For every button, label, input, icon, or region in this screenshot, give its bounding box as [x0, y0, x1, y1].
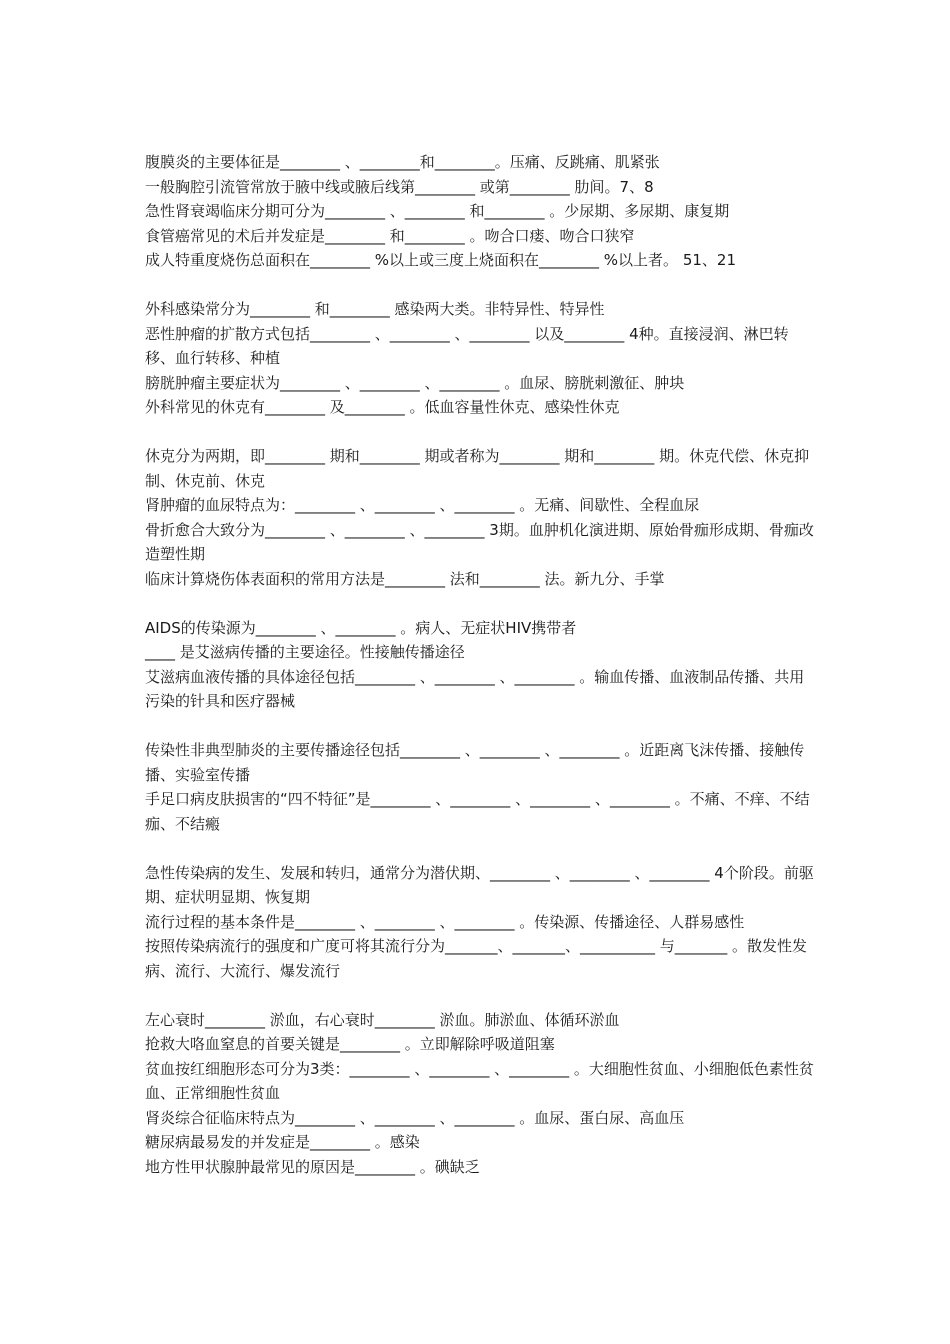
paragraph-gap [145, 273, 815, 298]
text-line: 艾滋病血液传播的具体途径包括________ 、________ 、________ 。输血传播、血液制品传播、共用污染的针具和医疗器械 [145, 667, 805, 710]
text-line: 膀胱肿瘤主要症状为________ 、________ 、________ 。血尿、膀胱刺激征、肿块 [145, 373, 685, 392]
text-line: 地方性甲状腺肿最常见的原因是________ 。碘缺乏 [145, 1157, 480, 1176]
paragraph-gap [145, 983, 815, 1008]
text-line: ____ 是艾滋病传播的主要途径。性接触传播途径 [145, 643, 465, 661]
text-line: 临床计算烧伤体表面积的常用方法是________ 法和________ 法。新九分、手掌 [145, 569, 665, 588]
text-line: 肾炎综合征临床特点为________ 、________ 、________ 。血尿、蛋白尿、高血压 [145, 1108, 685, 1127]
document-body [145, 150, 815, 1179]
text-line: 恶性肿瘤的扩散方式包括________ 、________ 、________ 以及________ 4种。直接浸润、淋巴转移、血行转移、种植 [145, 324, 789, 367]
text-line: 左心衰时________ 淤血，右心衰时________ 淤血。肺淤血、体循环淤血 [145, 1010, 620, 1029]
text-line: 腹膜炎的主要体征是________ 、________和________。压痛、反跳痛、肌紧张 [145, 153, 660, 171]
text-line: 按照传染病流行的强度和广度可将其流行分为_______、_______、__________ 与_______ 。散发性发病、流行、大流行、爆发流行 [145, 937, 808, 980]
text-line: 糖尿病最易发的并发症是________ 。感染 [145, 1133, 420, 1151]
paragraph-gap [145, 420, 815, 445]
text-line: 成人特重度烧伤总面积在________ %以上或三度上烧面积在________ %以上者。 51、21 [145, 251, 736, 269]
text-line: 抢救大咯血窒息的首要关键是________ 。立即解除呼吸道阻塞 [145, 1035, 555, 1053]
text-line: 急性传染病的发生、发展和转归，通常分为潜伏期、________ 、________ 、________ 4个阶段。前驱期、症状明显期、恢复期 [145, 863, 814, 906]
text-line: 贫血按红细胞形态可分为3类：________ 、________ 、________ 。大细胞性贫血、小细胞低色素性贫血、正常细胞性贫血 [145, 1059, 814, 1102]
text-line: 肾肿瘤的血尿特点为：________ 、________ 、________ 。无痛、间歇性、全程血尿 [145, 496, 700, 514]
text-line: 急性肾衰竭临床分期可分为________ 、________ 和________ 。少尿期、多尿期、康复期 [145, 202, 730, 220]
text-line: 流行过程的基本条件是________ 、________ 、________ 。传染源、传播途径、人群易感性 [145, 912, 745, 931]
paragraph-gap [145, 591, 815, 616]
paragraph-gap [145, 836, 815, 861]
text-line: 一般胸腔引流管常放于腋中线或腋后线第________ 或第________ 肋间。7、8 [145, 177, 654, 196]
text-line: 休克分为两期，即________ 期和________ 期或者称为________ 期和________ 期。休克代偿、休克抑制、休克前、休克 [145, 447, 810, 490]
text-line: 外科感染常分为________ 和________ 感染两大类。非特异性、特异性 [145, 300, 605, 318]
text-line: 传染性非典型肺炎的主要传播途径包括________ 、________ 、________ 。近距离飞沫传播、接触传播、实验室传播 [145, 741, 805, 784]
text-line: AIDS的传染源为________ 、________ 。病人、无症状HIV携带者 [145, 618, 577, 637]
text-line: 骨折愈合大致分为________ 、________ 、________ 3期。血肿机化演进期、原始骨痂形成期、骨痂改造塑性期 [145, 520, 814, 563]
text-line: 外科常见的休克有________ 及________ 。低血容量性休克、感染性休克 [145, 398, 620, 416]
text-line: 手足口病皮肤损害的“四不特征”是________ 、________ 、________ 、________ 。不痛、不痒、不结痂、不结瘢 [145, 790, 810, 833]
text-line: 食管癌常见的术后并发症是________ 和________ 。吻合口瘘、吻合口狭窄 [145, 226, 635, 245]
paragraph-gap [145, 714, 815, 739]
